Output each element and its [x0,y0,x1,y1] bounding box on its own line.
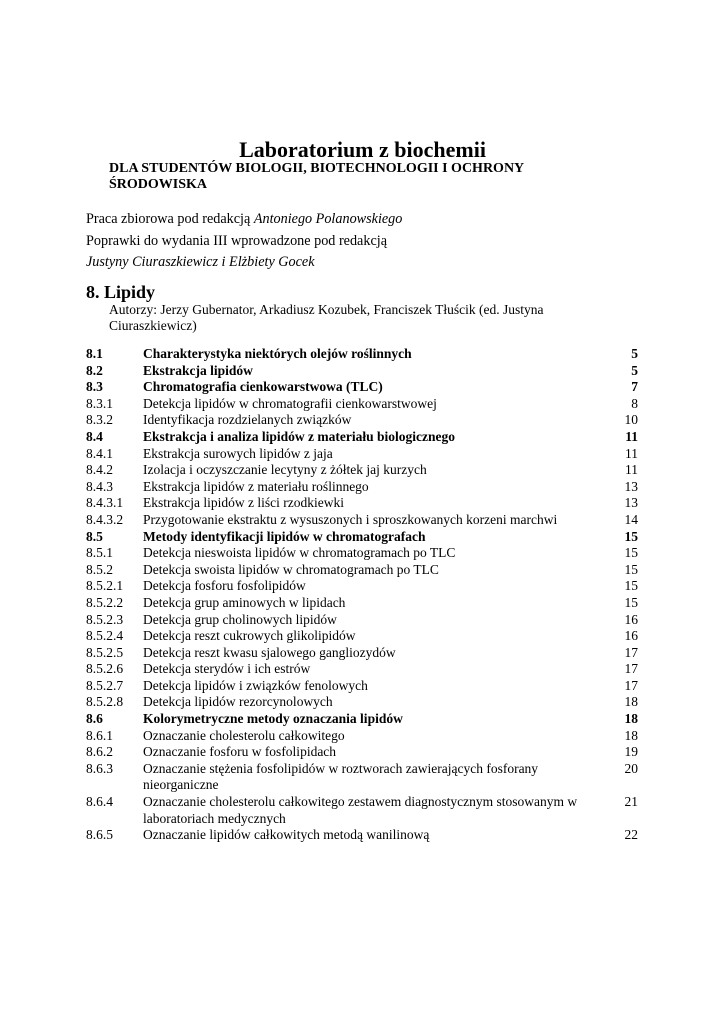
toc-entry-title: Identyfikacja rozdzielanych związków [143,412,352,428]
toc-entry-title: Ekstrakcja lipidów z materiału roślinnego [143,478,369,494]
toc-entry-page: 5 [631,346,638,361]
toc-entry [86,794,638,827]
toc-entry-page: 15 [624,545,638,561]
toc-entry [86,612,638,629]
credits-line-1 [86,209,646,231]
toc-entry-title: Oznaczanie lipidów całkowitych metodą wanilinową [143,827,430,843]
toc-entry-title: Oznaczanie stężenia fosfolipidów w roztworach zawierających fosforany nieorganiczne [143,760,539,793]
toc-entry [86,379,638,396]
toc-entry [86,346,638,363]
toc-entry [86,396,638,413]
credits-line-2: Poprawki do wydania III wprowadzone pod redakcją [86,232,387,249]
toc-entry-number: 8.6.1 [86,727,113,743]
toc-entry-page: 18 [624,727,638,743]
table-of-contents [86,346,638,844]
toc-entry [86,628,638,645]
toc-entry-title: Charakterystyka niektórych olejów roślinnych [143,346,412,361]
toc-entry-number: 8.5.2.1 [86,578,124,594]
toc-entry [86,694,638,711]
toc-entry [86,363,638,380]
toc-entry [86,545,638,562]
toc-entry-title: Detekcja reszt kwasu sjalowego gangliozydów [143,644,396,660]
toc-entry-number: 8.6.4 [86,794,113,810]
toc-entry-title: Detekcja swoista lipidów w chromatogramach po TLC [143,561,439,577]
toc-entry-number: 8.5.2.4 [86,628,124,644]
toc-entry-number: 8.4.2 [86,462,113,478]
toc-entry-title: Oznaczanie fosforu w fosfolipidach [143,744,337,760]
toc-entry-page: 11 [625,462,638,478]
toc-entry-title: Przygotowanie ekstraktu z wysuszonych i sproszkowanych korzeni marchwi [143,511,558,527]
toc-entry-number: 8.4.3 [86,478,113,494]
toc-entry-page: 17 [624,677,638,693]
document-subtitle [109,161,589,193]
toc-entry [86,529,638,546]
toc-entry-title: Detekcja fosforu fosfolipidów [143,578,306,594]
toc-entry-page: 14 [624,511,638,527]
toc-entry-title: Ekstrakcja surowych lipidów z jaja [143,445,333,461]
toc-entry [86,479,638,496]
toc-entry-page: 16 [624,611,638,627]
toc-entry [86,562,638,579]
toc-entry-page: 10 [624,412,638,428]
toc-entry [86,827,638,844]
toc-entry-title: Detekcja lipidów w chromatografii cienkowarstwowej [143,395,437,411]
toc-entry-number: 8.2 [86,362,103,378]
toc-entry-page: 17 [624,661,638,677]
toc-entry-title: Oznaczanie cholesterolu całkowitego zestawem diagnostycznym stosowanym w laboratoriach medycznych [143,794,578,826]
toc-entry-title: Izolacja i oczyszczanie lecytyny z żółtek jaj kurzych [143,462,427,478]
toc-entry-page: 19 [624,744,638,760]
toc-entry-number: 8.5.2.2 [86,594,124,610]
toc-entry-number: 8.6.2 [86,744,113,760]
toc-entry-title: Ekstrakcja i analiza lipidów z materiału biologicznego [143,428,455,444]
toc-entry-page: 15 [624,528,638,544]
toc-entry-page: 21 [624,794,638,810]
toc-entry-page: 22 [624,827,638,843]
toc-entry-title: Detekcja sterydów i ich estrów [143,661,311,677]
toc-entry-title: Ekstrakcja lipidów z liści rzodkiewki [143,495,344,511]
toc-entry [86,744,638,761]
toc-entry [86,761,638,794]
subtitle-line-2: ŚRODOWISKA [109,177,208,192]
toc-entry-number: 8.1 [86,346,103,361]
editorial-credits [86,209,646,274]
toc-entry-title: Detekcja reszt cukrowych glikolipidów [143,628,356,644]
toc-entry-number: 8.5.2.5 [86,644,124,660]
chapter-authors: Autorzy: Jerzy Gubernator, Arkadiusz Kozubek, Franciszek Tłuścik (ed. Justyna Ciuraszkiewicz) [109,302,544,333]
credits-line-3 [86,252,646,274]
toc-entry [86,728,638,745]
toc-entry-page: 15 [624,578,638,594]
toc-entry [86,512,638,529]
toc-entry [86,678,638,695]
toc-entry-title: Chromatografia cienkowarstwowa (TLC) [143,379,383,395]
toc-entry-title: Detekcja lipidów i związków fenolowych [143,677,368,693]
toc-entry-page: 18 [624,711,638,727]
credits-editor-name: Antoniego Polanowskiego [253,211,403,227]
toc-entry-number: 8.5.2 [86,561,113,577]
toc-entry [86,446,638,463]
toc-entry [86,645,638,662]
toc-entry-number: 8.5.2.7 [86,677,124,693]
credits-line-1-prefix: Praca zbiorowa pod redakcją [86,211,254,227]
toc-entry-page: 18 [624,694,638,710]
toc-entry [86,429,638,446]
toc-entry-title: Ekstrakcja lipidów [143,362,253,378]
toc-entry-number: 8.4 [86,428,103,444]
credits-revision-editors: Justyny Ciuraszkiewicz i Elżbiety Gocek [86,254,315,270]
subtitle-line-1: DLA STUDENTÓW BIOLOGII, BIOTECHNOLOGII I OCHRONY [109,161,525,176]
toc-entry-page: 5 [631,362,638,378]
toc-entry-page: 20 [624,760,638,776]
toc-entry [86,595,638,612]
toc-entry [86,462,638,479]
toc-entry-page: 16 [624,628,638,644]
toc-entry-page: 11 [625,445,638,461]
toc-entry-number: 8.6 [86,711,103,727]
toc-entry-number: 8.4.3.1 [86,495,124,511]
toc-entry-title: Detekcja lipidów rezorcynolowych [143,694,333,710]
toc-entry-number: 8.3.1 [86,395,113,411]
toc-entry-number: 8.3.2 [86,412,113,428]
toc-entry-page: 13 [624,495,638,511]
toc-entry-number: 8.4.1 [86,445,113,461]
toc-entry-number: 8.5.2.3 [86,611,124,627]
toc-entry-page: 17 [624,644,638,660]
toc-entry-title: Detekcja grup aminowych w lipidach [143,594,346,610]
toc-entry-page: 15 [624,594,638,610]
toc-entry-number: 8.5.2.6 [86,661,124,677]
toc-entry-number: 8.6.3 [86,760,113,776]
toc-entry-number: 8.3 [86,379,103,395]
toc-entry-page: 8 [631,395,638,411]
toc-entry-page: 13 [624,478,638,494]
toc-entry-number: 8.5.1 [86,545,113,561]
toc-entry-page: 15 [624,561,638,577]
toc-entry-title: Detekcja grup cholinowych lipidów [143,611,337,627]
toc-entry-number: 8.4.3.2 [86,511,124,527]
toc-entry [86,711,638,728]
toc-entry-title: Kolorymetryczne metody oznaczania lipidów [143,711,403,727]
toc-entry-title: Metody identyfikacji lipidów w chromatografach [143,528,426,544]
toc-entry [86,412,638,429]
toc-entry-page: 11 [625,428,638,444]
document-title: Laboratorium z biochemii [239,137,486,162]
toc-entry-title: Detekcja nieswoista lipidów w chromatogramach po TLC [143,545,456,561]
toc-entry-number: 8.5.2.8 [86,694,124,710]
toc-entry-number: 8.5 [86,528,103,544]
toc-entry [86,578,638,595]
toc-entry-number: 8.6.5 [86,827,113,843]
toc-entry-page: 7 [631,379,638,395]
toc-entry [86,661,638,678]
chapter-heading: 8. Lipidy [86,282,156,302]
toc-entry-title: Oznaczanie cholesterolu całkowitego [143,727,345,743]
toc-entry [86,495,638,512]
